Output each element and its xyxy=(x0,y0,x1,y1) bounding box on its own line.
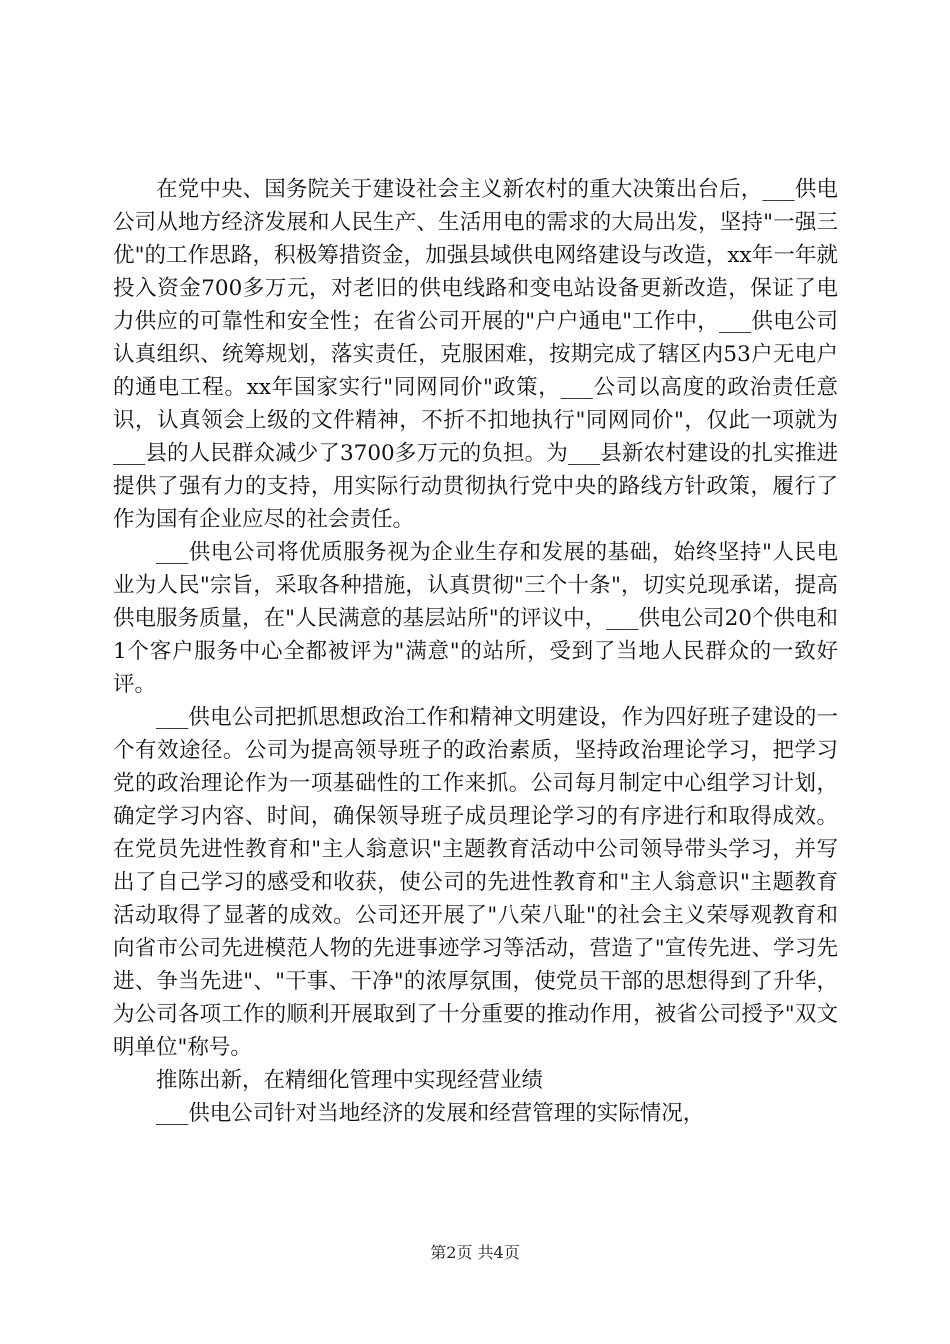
paragraph-management-intro: ___供电公司针对当地经济的发展和经营管理的实际情况， xyxy=(156,1101,705,1126)
document-body xyxy=(113,173,838,1130)
paragraph-quality-service: ___供电公司将优质服务视为企业生存和发展的基础，始终坚持"人民电业为人民"宗旨，采取各种措施，认真贯彻"三个十条"，切实兑现承诺，提高供电服务质量，在"人民满意的基层站所"的评议中，___供电公司20个供电和1个客户服务中心全都被评为"满意"的站所，受到了当地人民群众的一致好评。 xyxy=(113,540,838,697)
paragraph-political-work: ___供电公司把抓思想政治工作和精神文明建设，作为四好班子建设的一个有效途径。公司为提高领导班子的政治素质，坚持政治理论学习，把学习党的政治理论作为一项基础性的工作来抓。公司每月制定中心组学习计划，确定学习内容、时间，确保领导班子成员理论学习的有序进行和取得成效。在党员先进性教育和"主人翁意识"主题教育活动中公司领导带头学习，并写出了自己学习的感受和收获，使公司的先进性教育和"主人翁意识"主题教育活动取得了显著的成效。公司还开展了"八荣八耻"的社会主义荣辱观教育和向省市公司先进模范人物的先进事迹学习等活动，营造了"宣传先进、学习先进、争当先进"、"干事、干净"的浓厚氛围，使党员干部的思想得到了升华，为公司各项工作的顺利开展取到了十分重要的推动作用，被省公司授予"双文明单位"称号。 xyxy=(113,705,838,1060)
section-heading-management: 推陈出新，在精细化管理中实现经营业绩 xyxy=(156,1068,544,1093)
page-footer: 第2页 共4页 xyxy=(430,1243,520,1262)
paragraph-new-rural-construction: 在党中央、国务院关于建设社会主义新农村的重大决策出台后，___供电公司从地方经济发展和人民生产、生活用电的需求的大局出发，坚持"一强三优"的工作思路，积极筹措资金，加强县域供电网络建设与改造，xx年一年就投入资金700多万元，对老旧的供电线路和变电站设备更新改造，保证了电力供应的可靠性和安全性；在省公司开展的"户户通电"工作中，___供电公司认真组织、统筹规划，落实责任，克服困难，按期完成了辖区内53户无电户的通电工程。xx年国家实行"同网同价"政策，___公司以高度的政治责任意识，认真领会上级的文件精神，不折不扣地执行"同网同价"，仅此一项就为___县的人民群众减少了3700多万元的负担。为___县新农村建设的扎实推进提供了强有力的支持，用实际行动贯彻执行党中央的路线方针政策，履行了作为国有企业应尽的社会责任。 xyxy=(113,177,838,532)
